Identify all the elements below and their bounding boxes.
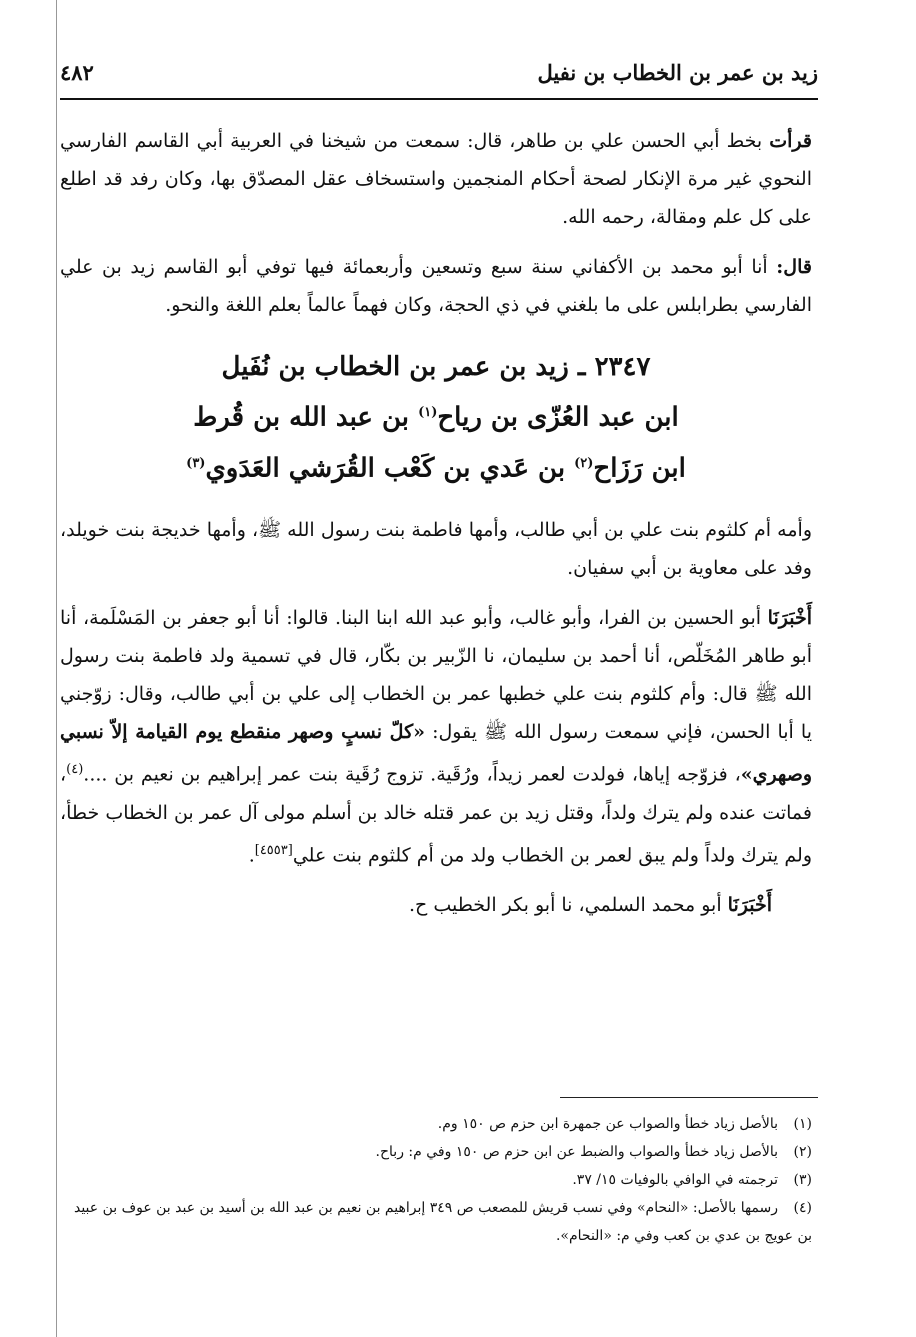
paragraph-text: أبو محمد السلمي، نا أبو بكر الخطيب ح.	[408, 893, 728, 916]
page-number: ٤٨٢	[60, 60, 94, 85]
running-title: زيد بن عمر بن الخطاب بن نفيل	[537, 60, 818, 85]
footnote-number: (١)	[793, 1116, 812, 1132]
scan-edge-line	[56, 0, 57, 1337]
page-header	[60, 58, 818, 100]
footnote-text: بالأصل زياد خطأ والصواب عن جمهرة ابن حزم ص ١٥٠ وم.	[437, 1116, 778, 1132]
footnote-1	[60, 1110, 812, 1138]
paragraph-2	[60, 248, 812, 324]
chapter-heading-line-1: ٢٣٤٧ ـ زيد بن عمر بن الخطاب بن نُفَيل	[221, 352, 651, 382]
footnote-divider	[560, 1097, 818, 1098]
paragraph-1	[60, 122, 812, 236]
footnote-ref: (٢)	[574, 455, 594, 471]
hadith-quote: «كلّ نسبٍ وصهر منقطع يوم القيامة إلاّ نسبي وصهري»	[60, 721, 812, 786]
paragraph-5	[60, 886, 812, 924]
footnote-text: ترجمته في الوافي بالوفيات ١٥/ ٣٧.	[572, 1172, 778, 1188]
footnote-text: بالأصل زياد خطأ والصواب والضبط عن ابن حزم ص ١٥٠ وفي م: رباح.	[375, 1144, 778, 1160]
lead-word: قال:	[776, 256, 812, 278]
paragraph-text: ، فماتت عنده ولم يترك ولداً، وقتل زيد بن عمر قتله خالد بن أسلم مولى آل عمر بن الخطاب خطأ، ولم يترك ولداً ولم يبق لعمر بن الخطاب ولد من أم كلثوم بنت علي	[60, 763, 812, 866]
main-text	[60, 122, 812, 936]
lead-word: أَخْبَرَنَا	[767, 607, 812, 630]
chapter-heading-line-3	[60, 441, 812, 492]
chapter-heading-line-2	[60, 390, 812, 441]
paragraph-text: .	[248, 843, 255, 866]
heading-text: بن عَدي بن كَعْب القُرَشي العَدَوي	[205, 453, 575, 484]
footnote-2	[60, 1138, 812, 1166]
paragraph-text: ، فزوّجه إياها، فولدت لعمر زيداً، ورُقَية. تزوج رُقَية بنت عمر إبراهيم بن نعيم بن ....	[83, 763, 741, 786]
paragraph-4	[60, 599, 812, 874]
manuscript-ref: [٤٥٥٣]	[254, 842, 293, 858]
paragraph-text: بخط أبي الحسن علي بن طاهر، قال: سمعت من شيخنا في العربية أبي القاسم الفارسي النحوي غير مرة الإنكار لصحة أحكام المنجمين واستسخاف عقل المصدّق بها، وكان رفد قد اطلع على كل علم ومقالة، رحمه الله.	[60, 130, 812, 228]
footnote-number: (٢)	[793, 1144, 812, 1160]
heading-text: بن عبد الله بن قُرط	[193, 402, 419, 433]
paragraph-3: وأمه أم كلثوم بنت علي بن أبي طالب، وأمها فاطمة بنت رسول الله ﷺ، وأمها خديجة بنت خويلد، وفد على معاوية بن أبي سفيان.	[60, 519, 812, 580]
footnotes	[60, 1110, 812, 1250]
lead-word: قرأت	[769, 130, 812, 152]
footnote-4	[60, 1194, 812, 1250]
footnote-3	[60, 1166, 812, 1194]
lead-word: أَخْبَرَنَا	[727, 893, 772, 916]
footnote-number: (٤)	[793, 1200, 812, 1216]
footnote-text: رسمها بالأصل: «النحام» وفي نسب قريش للمصعب ص ٣٤٩ إبراهيم بن نعيم بن عبد الله بن أسيد بن عبد بن عوف بن عبيد بن عويج بن عدي بن كعب وفي م: «النحام».	[73, 1200, 812, 1244]
chapter-heading	[60, 344, 812, 491]
footnote-ref: (٤)	[66, 762, 84, 778]
footnote-ref: (٣)	[186, 455, 206, 471]
footnote-ref: (١)	[418, 405, 438, 420]
heading-text: ابن عبد العُزّى بن رياح	[437, 402, 679, 433]
heading-text: ابن رَزَاح	[593, 453, 686, 484]
paragraph-text: أنا أبو محمد بن الأكفاني سنة سبع وتسعين وأربعمائة فيها توفي أبو القاسم زيد بن علي الفارسي بطرابلس على ما بلغني في ذي الحجة، وكان فهماً عالماً بعلم اللغة والنحو.	[60, 256, 812, 316]
footnote-number: (٣)	[793, 1172, 812, 1188]
paragraph-text: أبو الحسين بن الفرا، وأبو غالب، وأبو عبد الله ابنا البنا. قالوا: أنا أبو جعفر بن المَسْلَمة، أنا أبو طاهر المُخَلّص، أنا أحمد بن سليمان، نا الزّبير بن بكّار، قال في تسمية ولد فاطمة بنت رسول الله ﷺ قال: وأم كلثوم بنت علي خطبها عمر بن الخطاب إلى علي بن أبي طالب، وقال: زوّجني يا أبا الحسن، فإني سمعت رسول الله ﷺ يقول:	[60, 607, 812, 744]
